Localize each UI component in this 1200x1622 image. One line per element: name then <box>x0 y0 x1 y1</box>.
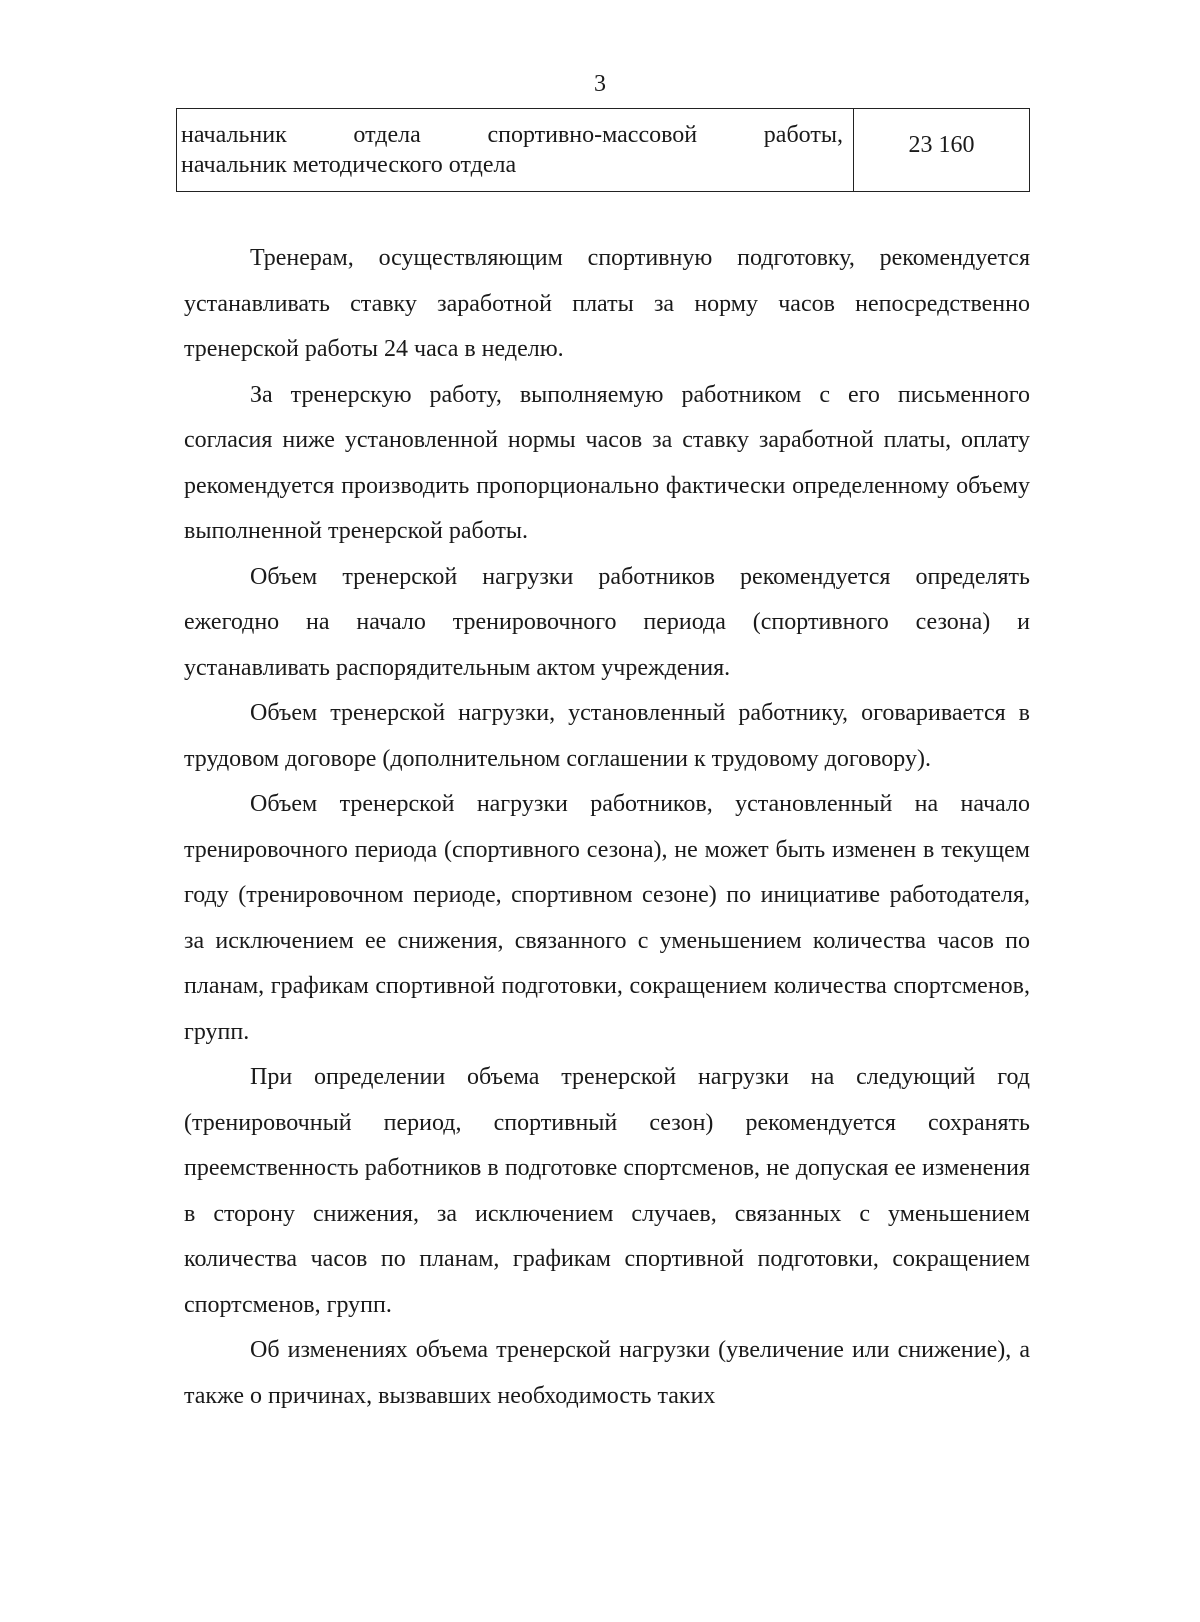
position-title-cell <box>177 109 854 192</box>
paragraph: Об изменениях объема тренерской нагрузки (увеличение или снижение), а также о причинах, вызвавших необходимость таких <box>184 1337 1030 1409</box>
position-word: спортивно-массовой <box>487 122 698 148</box>
position-word: начальник <box>181 122 287 148</box>
table-row <box>177 109 1030 192</box>
position-word: отдела <box>353 122 421 148</box>
position-title-line-1 <box>181 120 843 150</box>
paragraph: При определении объема тренерской нагрузки на следующий год (тренировочный период, спортивный сезон) рекомендуется сохранять преемственность работников в подготовке спортсменов, не допуская ее изменения в сторону снижения, за исключением случаев, связанных с уменьшением количества часов по планам, графикам спортивной подготовки, сокращением спортсменов, групп. <box>184 1064 1030 1318</box>
page-number: 3 <box>594 71 606 97</box>
body-text <box>184 236 1030 1419</box>
paragraph: За тренерскую работу, выполняемую работником с его письменного согласия ниже установленной нормы часов за ставку заработной платы, оплату рекомендуется производить пропорционально фактически определенному объему выполненной тренерской работы. <box>184 381 1030 544</box>
paragraph: Тренерам, осуществляющим спортивную подготовку, рекомендуется устанавливать ставку заработной платы за норму часов непосредственно тренерской работы 24 часа в неделю. <box>184 245 1030 362</box>
paragraph: Объем тренерской нагрузки работников рекомендуется определять ежегодно на начало тренировочного периода (спортивного сезона) и устанавливать распорядительным актом учреждения. <box>184 563 1030 681</box>
paragraph: Объем тренерской нагрузки работников, установленный на начало тренировочного периода (спортивного сезона), не может быть изменен в текущем году (тренировочном периоде, спортивном сезоне) по инициативе работодателя, за исключением ее снижения, связанного с уменьшением количества часов по планам, графикам спортивной подготовки, сокращением количества спортсменов, групп. <box>184 791 1030 1045</box>
salary-amount-cell: 23 160 <box>854 109 1030 192</box>
position-title-line-2: начальник методического отдела <box>181 152 517 178</box>
salary-table <box>176 108 1030 192</box>
paragraph: Объем тренерской нагрузки, установленный работнику, оговаривается в трудовом договоре (дополнительном соглашении к трудовому договору). <box>184 700 1030 772</box>
position-word: работы, <box>763 122 843 148</box>
